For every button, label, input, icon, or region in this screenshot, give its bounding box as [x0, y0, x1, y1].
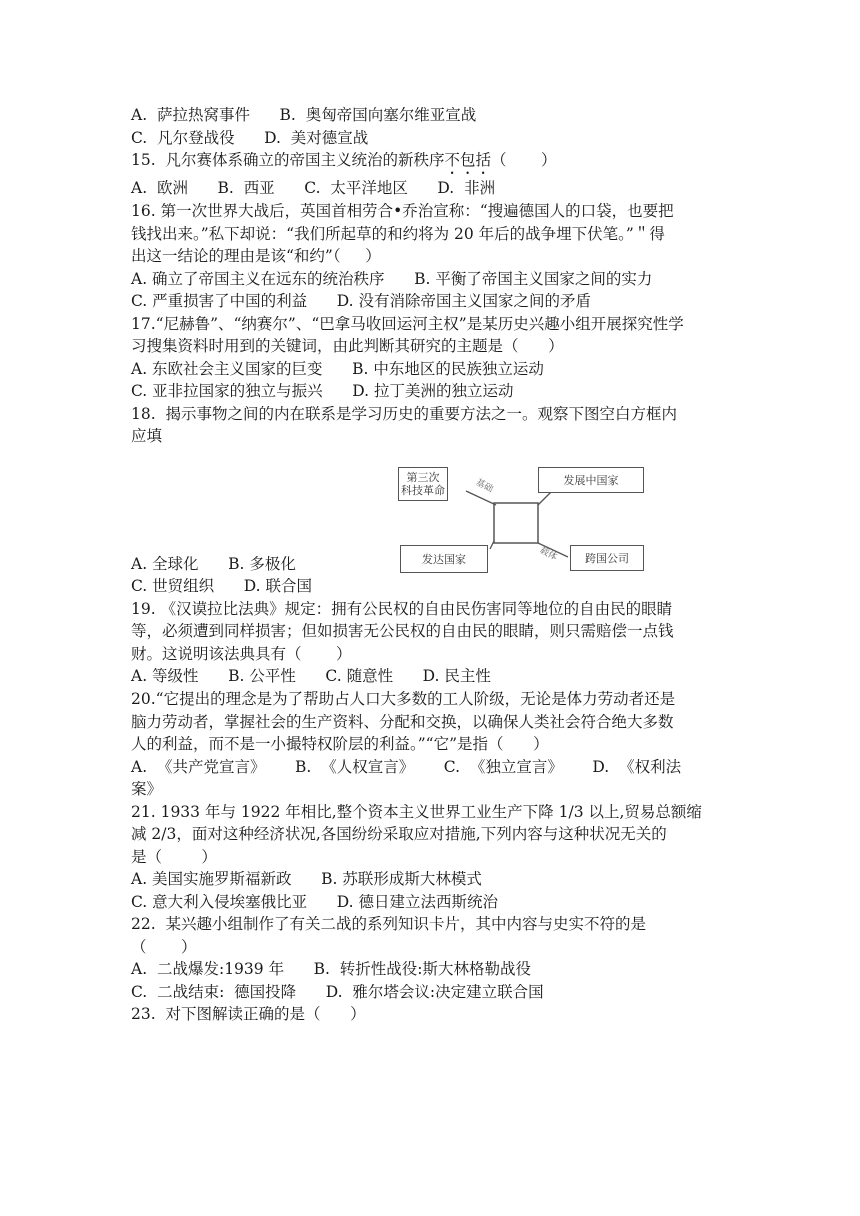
emphasis-text: 不包括 [444, 151, 492, 169]
q19-stem-3: 财。这说明该法典具有（ ） [131, 645, 352, 663]
q15-stem: 15. 凡尔赛体系确立的帝国主义统治的新秩序不包括（ ） [131, 151, 557, 169]
q18-options-ab: A. 全球化 B. 多极化 [131, 555, 296, 573]
connector-bottom-left [490, 541, 494, 549]
label-carrier: 载体 [537, 545, 559, 563]
q19-stem-2: 等，必须遭到同样损害；但如损害无公民权的自由民的眼睛，则只需赔偿一点钱 [131, 622, 674, 640]
box-multinational: 跨国公司 [570, 545, 644, 571]
q20-stem-3: 人的利益，而不是一小撮特权阶层的利益。”“它”是指（ ） [131, 735, 549, 753]
q18-stem-1: 18. 揭示事物之间的内在联系是学习历史的重要方法之一。观察下图空白方框内 [131, 405, 678, 423]
q20-stem-1: 20.“它提出的理念是为了帮助占人口大多数的工人阶级，无论是体力劳动者还是 [131, 690, 676, 708]
q17-options-cd: C. 亚非拉国家的独立与振兴 D. 拉丁美洲的独立运动 [131, 382, 514, 400]
q18-diagram [398, 465, 648, 577]
q20-stem-2: 脑力劳动者，掌握社会的生产资料、分配和交换，以确保人类社会符合绝大多数 [131, 713, 674, 731]
box-tech-revolution: 第三次 科技革命 [398, 467, 448, 501]
q21-stem-3: 是（ ） [131, 848, 217, 866]
q15-options: A. 欧洲 B. 西亚 C. 太平洋地区 D. 非洲 [131, 179, 496, 197]
q16-stem-3: 出这一结论的理由是该“和约”（ ） [131, 247, 381, 265]
box-developed-countries: 发达国家 [400, 545, 488, 573]
q22-stem-2: （ ） [131, 938, 197, 956]
connector-top-left [466, 491, 496, 505]
label-basis: 基础 [473, 477, 495, 495]
q21-stem-2: 减 2/3，面对这种经济状况,各国纷纷采取应对措施,下列内容与这种状况无关的 [131, 825, 667, 843]
q17-options-ab: A. 东欧社会主义国家的巨变 B. 中东地区的民族独立运动 [131, 360, 544, 378]
blank-box [494, 503, 538, 543]
q20-options-cont: 案》 [131, 780, 163, 798]
q19-stem-1: 19. 《汉谟拉比法典》规定：拥有公民权的自由民伤害同等地位的自由民的眼睛 [131, 600, 673, 618]
q16-stem-1: 16. 第一次世界大战后，英国首相劳合•乔治宣称：“搜遍德国人的口袋，也要把 [131, 202, 674, 220]
q14-options-cd: C. 凡尔登战役 D. 美对德宣战 [131, 129, 369, 147]
q21-stem-1: 21. 1933 年与 1922 年相比,整个资本主义世界工业生产下降 1/3 以上,贸易总额缩 [131, 803, 702, 821]
q17-stem-2: 习搜集资料时用到的关键词，由此判断其研究的主题是（ ） [131, 337, 564, 355]
q18-stem-2: 应填 [131, 427, 163, 445]
q17-stem-1: 17.“尼赫鲁”、“纳赛尔”、“巴拿马收回运河主权”是某历史兴趣小组开展探究性学 [131, 315, 684, 333]
q22-options-cd: C. 二战结束: 德国投降 D. 雅尔塔会议:决定建立联合国 [131, 983, 544, 1001]
box-developing-countries: 发展中国家 [538, 467, 644, 493]
q19-options: A. 等级性 B. 公平性 C. 随意性 D. 民主性 [131, 667, 491, 685]
q21-options-cd: C. 意大利入侵埃塞俄比亚 D. 德日建立法西斯统治 [131, 893, 498, 911]
q22-stem-1: 22. 某兴趣小组制作了有关二战的系列知识卡片，其中内容与史实不符的是 [131, 915, 647, 933]
q14-options-ab: A. 萨拉热窝事件 B. 奥匈帝国向塞尔维亚宣战 [131, 106, 477, 124]
q20-options: A. 《共产党宣言》 B. 《人权宣言》 C. 《独立宣言》 D. 《权利法 [131, 758, 682, 776]
q16-stem-2: 钱找出来。”私下却说：“我们所起草的和约将为 20 年后的战争埋下伏笔。”＂得 [131, 225, 665, 243]
q16-options-ab: A. 确立了帝国主义在远东的统治秩序 B. 平衡了帝国主义国家之间的实力 [131, 270, 653, 288]
q21-options-ab: A. 美国实施罗斯福新政 B. 苏联形成斯大林模式 [131, 870, 482, 888]
q22-options-ab: A. 二战爆发:1939 年 B. 转折性战役:斯大林格勒战役 [131, 960, 532, 978]
q23-stem: 23. 对下图解读正确的是（ ） [131, 1005, 366, 1023]
q16-options-cd: C. 严重损害了中国的利益 D. 没有消除帝国主义国家之间的矛盾 [131, 292, 591, 310]
q18-options-cd: C. 世贸组织 D. 联合国 [131, 577, 312, 595]
